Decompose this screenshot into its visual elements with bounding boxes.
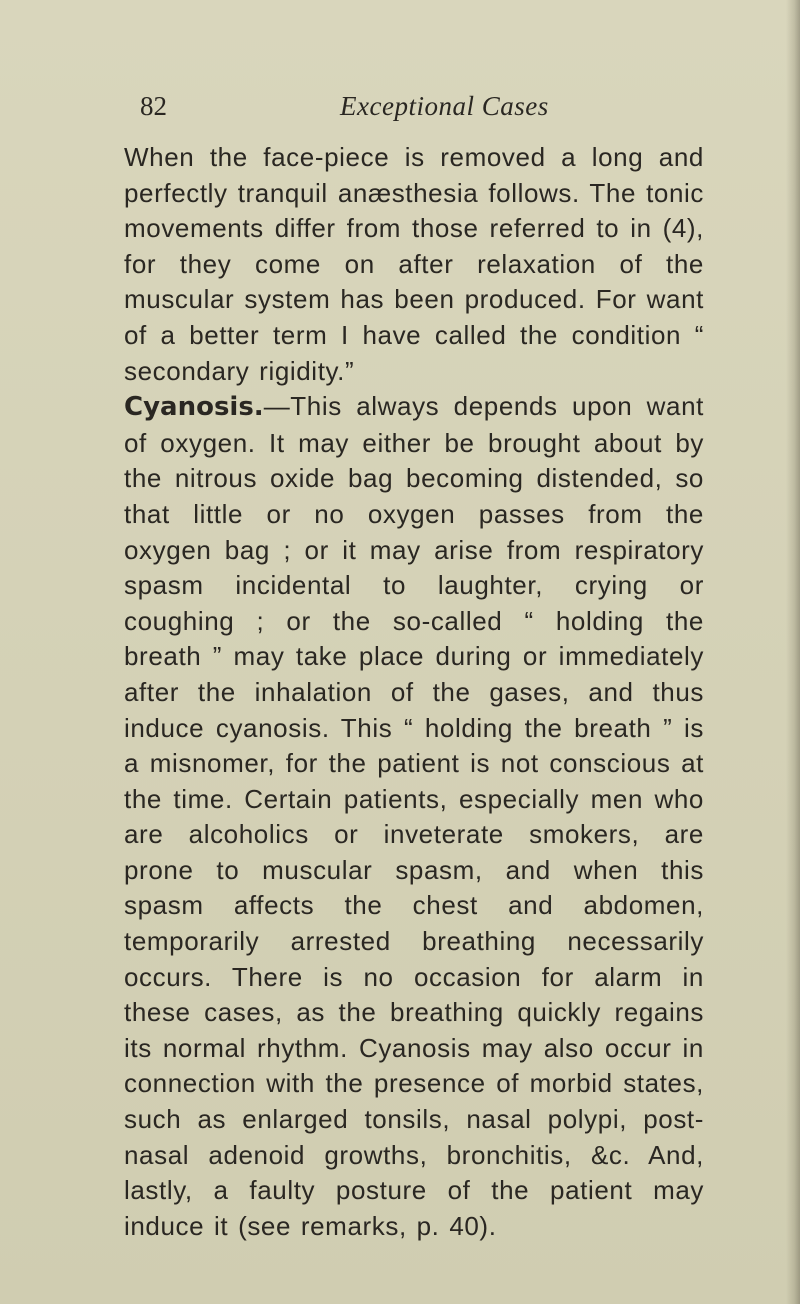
paragraph-cyanosis bbox=[124, 389, 704, 1244]
paragraph-secondary-rigidity: When the face-piece is removed a long and perfectly tranquil anæsthesia follows. The tonic movements differ from those referred to in (4), for they come on after relaxation of the muscular system has been produced. For want of a better term I have called the condition “ secondary rigidity.” bbox=[124, 142, 704, 386]
page-header bbox=[140, 86, 700, 126]
cyanosis-text: —This always depends upon want of oxygen. It may either be brought about by the nitrous oxide bag becoming distended, so that little or no oxygen passes from the oxygen bag ; or it may arise from respiratory spasm incidental to laughter, crying or coughing ; or the so-called “ holding the breath ” may take place during or immediately after the inhalation of the gases, and thus induce cyanosis. This “ holding the breath ” is a misnomer, for the patient is not conscious at the time. Certain patients, especially men who are alcoholics or inveterate smokers, are prone to muscular spasm, and when this spasm affects the chest and abdomen, temporarily arrested breathing necessarily occurs. There is no occasion for alarm in these cases, as the breathing quickly regains its normal rhythm. Cyanosis may also occur in connection with the presence of morbid states, such as enlarged tonsils, nasal polypi, post-nasal adenoid growths, bronchitis, &c. And, lastly, a faulty posture of the patient may induce it (see remarks, p. 40). bbox=[124, 391, 704, 1241]
running-head: Exceptional Cases bbox=[340, 91, 549, 121]
body-text bbox=[124, 140, 704, 1250]
page-edge-shadow bbox=[786, 0, 800, 1304]
cyanosis-heading: Cyanosis. bbox=[124, 392, 264, 423]
page-number: 82 bbox=[140, 91, 167, 121]
